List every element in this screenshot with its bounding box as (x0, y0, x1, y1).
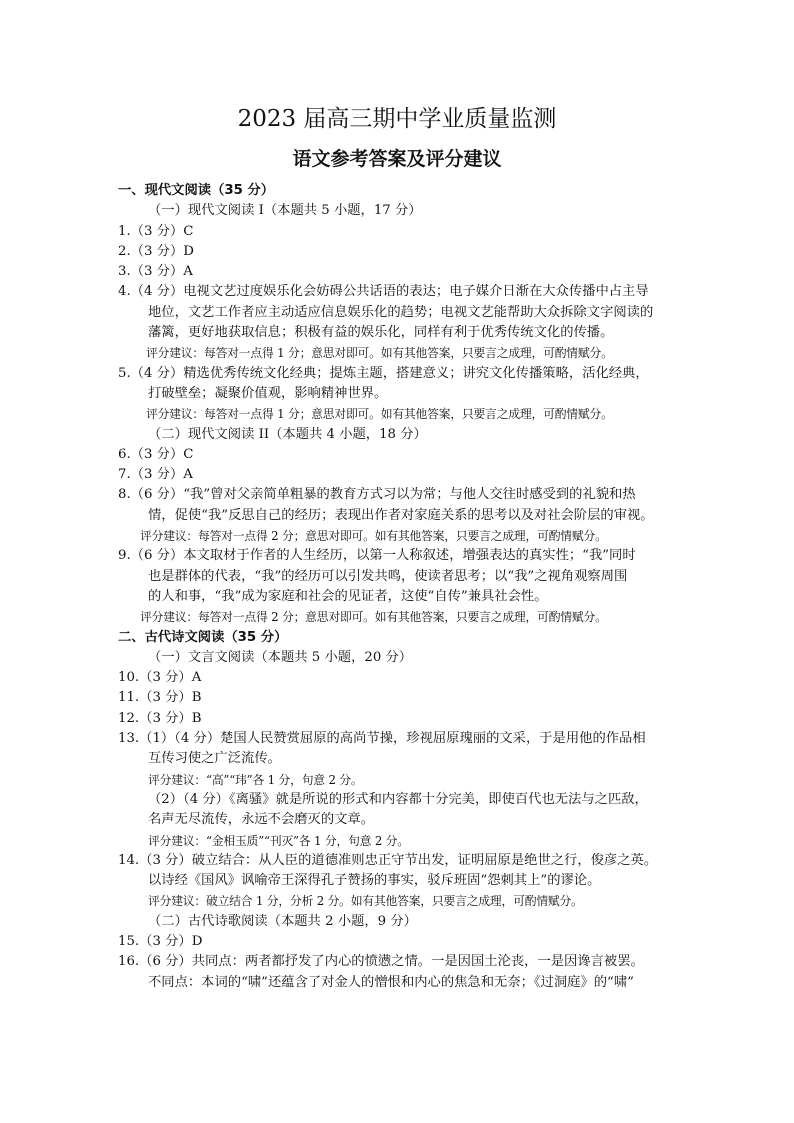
answer-line: 7.（3 分）A (118, 467, 193, 483)
scoring-note-line: 评分建议：每答对一点得 1 分；意思对即可。如有其他答案，只要言之成理，可酌情赋分。 (146, 407, 613, 422)
subsection-heading: （二）古代诗歌阅读（本题共 2 小题，9 分） (148, 913, 417, 929)
answer-line: 4.（4 分）电视文艺过度娱乐化会妨碍公共话语的表达；电子媒介日渐在大众传播中占主导 (118, 284, 649, 300)
answer-line: 13.（1）（4 分）楚国人民赞赏屈原的高尚节操，珍视屈原瑰丽的文采，于是用他的作品相 (118, 731, 646, 747)
scoring-note-line: 评分建议：“金相玉质”“刊灭”各 1 分，句意 2 分。 (148, 833, 409, 848)
answer-line: 2.（3 分）D (118, 243, 194, 259)
answer-line: 12.（3 分）B (118, 710, 202, 726)
scoring-note-line: 评分建议：每答对一点得 1 分；意思对即可。如有其他答案，只要言之成理，可酌情赋分。 (146, 346, 613, 361)
answer-line: 9.（6 分）本文取材于作者的人生经历，以第一人称叙述，增强表达的真实性；“我”同时 (118, 548, 636, 564)
answer-line: 3.（3 分）A (118, 264, 193, 280)
answer-line: 16.（6 分）共同点：两者都抒发了内心的愤懑之情。一是因国土沦丧，一是因谗言被罢。 (118, 954, 644, 970)
scoring-note-line: 评分建议：每答对一点得 2 分；意思对即可。如有其他答案，只要言之成理，可酌情赋分。 (140, 529, 607, 544)
answer-line: 的人和事，“我”成为家庭和社会的见证者，这使“自传”兼具社会性。 (148, 588, 548, 604)
answer-line: 15.（3 分）D (118, 933, 203, 949)
subsection-heading: （一）文言文阅读（本题共 5 小题，20 分） (148, 649, 413, 665)
answer-line: 不同点：本词的“啸”还蕴含了对金人的憎恨和内心的焦急和无奈；《过洞庭》的“啸” (148, 974, 634, 990)
answer-line: 11.（3 分）B (118, 690, 202, 706)
answer-line: 5.（4 分）精选优秀传统文化经典；提炼主题，搭建意义；讲究文化传播策略，活化经典， (118, 365, 649, 381)
answer-content (118, 181, 678, 993)
answer-line: 打破壁垒；凝聚价值观，影响精神世界。 (148, 385, 388, 401)
answer-line: 名声无尽流传，永远不会磨灭的文章。 (148, 812, 375, 828)
answer-line: 以诗经《国风》讽喻帝王深得孔子赞扬的事实，驳斥班固“怨刺其上”的谬论。 (148, 873, 601, 889)
page-title: 2023 届高三期中学业质量监测 (237, 106, 557, 132)
page-subtitle: 语文参考答案及评分建议 (292, 148, 502, 170)
answer-line: 14.（3 分）破立结合：从人臣的道德准则忠正守节出发，证明屈原是绝世之行，俊彦之英。 (118, 852, 658, 868)
section-heading: 一、现代文阅读（35 分） (118, 183, 275, 198)
subsection-heading: （二）现代文阅读 II（本题共 4 小题，18 分） (148, 426, 427, 442)
answer-line: 也是群体的代表，“我”的经历可以引发共鸣，使读者思考；以“我”之视角观察周围 (148, 568, 628, 584)
answer-line: 情，促使“我”反思自己的经历；表现出作者对家庭关系的思考以及对社会阶层的审视。 (148, 507, 654, 523)
answer-line: 6.（3 分）C (118, 446, 194, 462)
subsection-heading: （一）现代文阅读 I（本题共 5 小题，17 分） (148, 203, 422, 219)
answer-line: （2）（4 分）《离骚》就是所说的形式和内容都十分完美，即使百代也无法与之匹敌， (148, 791, 648, 807)
section-heading: 二、古代诗文阅读（35 分） (118, 629, 288, 645)
answer-line: 10.（3 分）A (118, 670, 202, 686)
answer-line: 1.（3 分）C (118, 223, 194, 239)
answer-line: 互传习使之广泛流传。 (148, 751, 281, 767)
scoring-note-line: 评分建议：破立结合 1 分，分析 2 分。如有其他答案，只要言之成理，可酌情赋分。 (148, 894, 583, 909)
answer-line: 地位，文艺工作者应主动适应信息娱乐化的趋势；电视文艺能帮助大众拆除文字阅读的 (148, 304, 654, 320)
scoring-note-line: 评分建议：“高”“玮”各 1 分，句意 2 分。 (148, 772, 363, 787)
answer-line: 8.（6 分）“我”曾对父亲简单粗暴的教育方式习以为常；与他人交往时感受到的礼貌和热 (118, 487, 636, 503)
answer-line: 藩篱，更好地获取信息；积极有益的娱乐化，同样有利于优秀传统文化的传播。 (148, 325, 614, 341)
scoring-note-line: 评分建议：每答对一点得 2 分；意思对即可。如有其他答案，只要言之成理，可酌情赋分。 (140, 610, 607, 625)
